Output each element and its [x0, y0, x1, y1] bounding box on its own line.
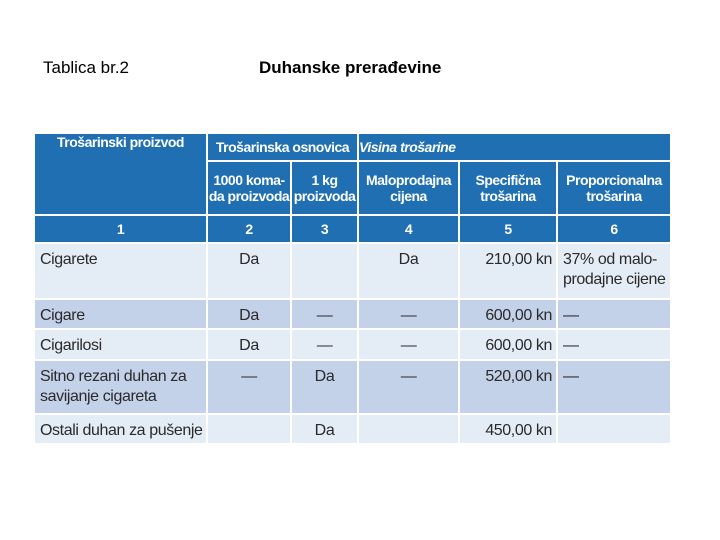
cell-proportional — [557, 414, 671, 444]
cell-proportional: — — [557, 360, 671, 414]
header-per-kg: 1 kg proizvoda — [291, 161, 358, 215]
column-number: 1 — [34, 215, 207, 243]
cell-specific: 600,00 kn — [459, 299, 557, 329]
cell-product: Cigarete — [34, 243, 207, 299]
header-retail-price: Maloprodajna cijena — [358, 161, 459, 215]
cell-per-kg: Da — [291, 414, 358, 444]
header-rate-group: Visina trošarine — [358, 133, 671, 161]
cell-per-1000: Da — [207, 299, 291, 329]
cell-per-1000: Da — [207, 329, 291, 360]
excise-table — [33, 132, 672, 445]
table-row — [34, 243, 671, 299]
cell-proportional: — — [557, 329, 671, 360]
cell-specific: 600,00 kn — [459, 329, 557, 360]
cell-per-1000: Da — [207, 243, 291, 299]
cell-per-1000: — — [207, 360, 291, 414]
column-number: 4 — [358, 215, 459, 243]
cell-per-kg — [291, 243, 358, 299]
cell-specific: 450,00 kn — [459, 414, 557, 444]
header-per-1000-pieces: 1000 koma-da proizvoda — [207, 161, 291, 215]
cell-per-1000 — [207, 414, 291, 444]
header-specific-excise: Specifična trošarina — [459, 161, 557, 215]
cell-retail: — — [358, 360, 459, 414]
table-row — [34, 299, 671, 329]
cell-specific: 520,00 kn — [459, 360, 557, 414]
cell-proportional: — — [557, 299, 671, 329]
cell-product: Cigare — [34, 299, 207, 329]
cell-proportional: 37% od malo-prodajne cijene — [557, 243, 671, 299]
cell-retail — [358, 414, 459, 444]
header-base-group: Trošarinska osnovica — [207, 133, 358, 161]
cell-per-kg: — — [291, 299, 358, 329]
cell-retail: — — [358, 299, 459, 329]
slide-title: Duhanske prerađevine — [259, 58, 442, 77]
cell-per-kg: Da — [291, 360, 358, 414]
cell-product: Cigarilosi — [34, 329, 207, 360]
table-row — [34, 329, 671, 360]
column-number: 3 — [291, 215, 358, 243]
column-number: 6 — [557, 215, 671, 243]
header-product: Trošarinski proizvod — [34, 133, 207, 215]
cell-per-kg: — — [291, 329, 358, 360]
cell-specific: 210,00 kn — [459, 243, 557, 299]
table-row — [34, 414, 671, 444]
cell-product: Ostali duhan za pušenje — [34, 414, 207, 444]
cell-product: Sitno rezani duhan za savijanje cigareta — [34, 360, 207, 414]
column-number: 2 — [207, 215, 291, 243]
column-number: 5 — [459, 215, 557, 243]
table-row — [34, 360, 671, 414]
header-proportional-excise: Proporcionalna trošarina — [557, 161, 671, 215]
table-number-label: Tablica br.2 — [43, 58, 129, 77]
cell-retail: Da — [358, 243, 459, 299]
cell-retail: — — [358, 329, 459, 360]
